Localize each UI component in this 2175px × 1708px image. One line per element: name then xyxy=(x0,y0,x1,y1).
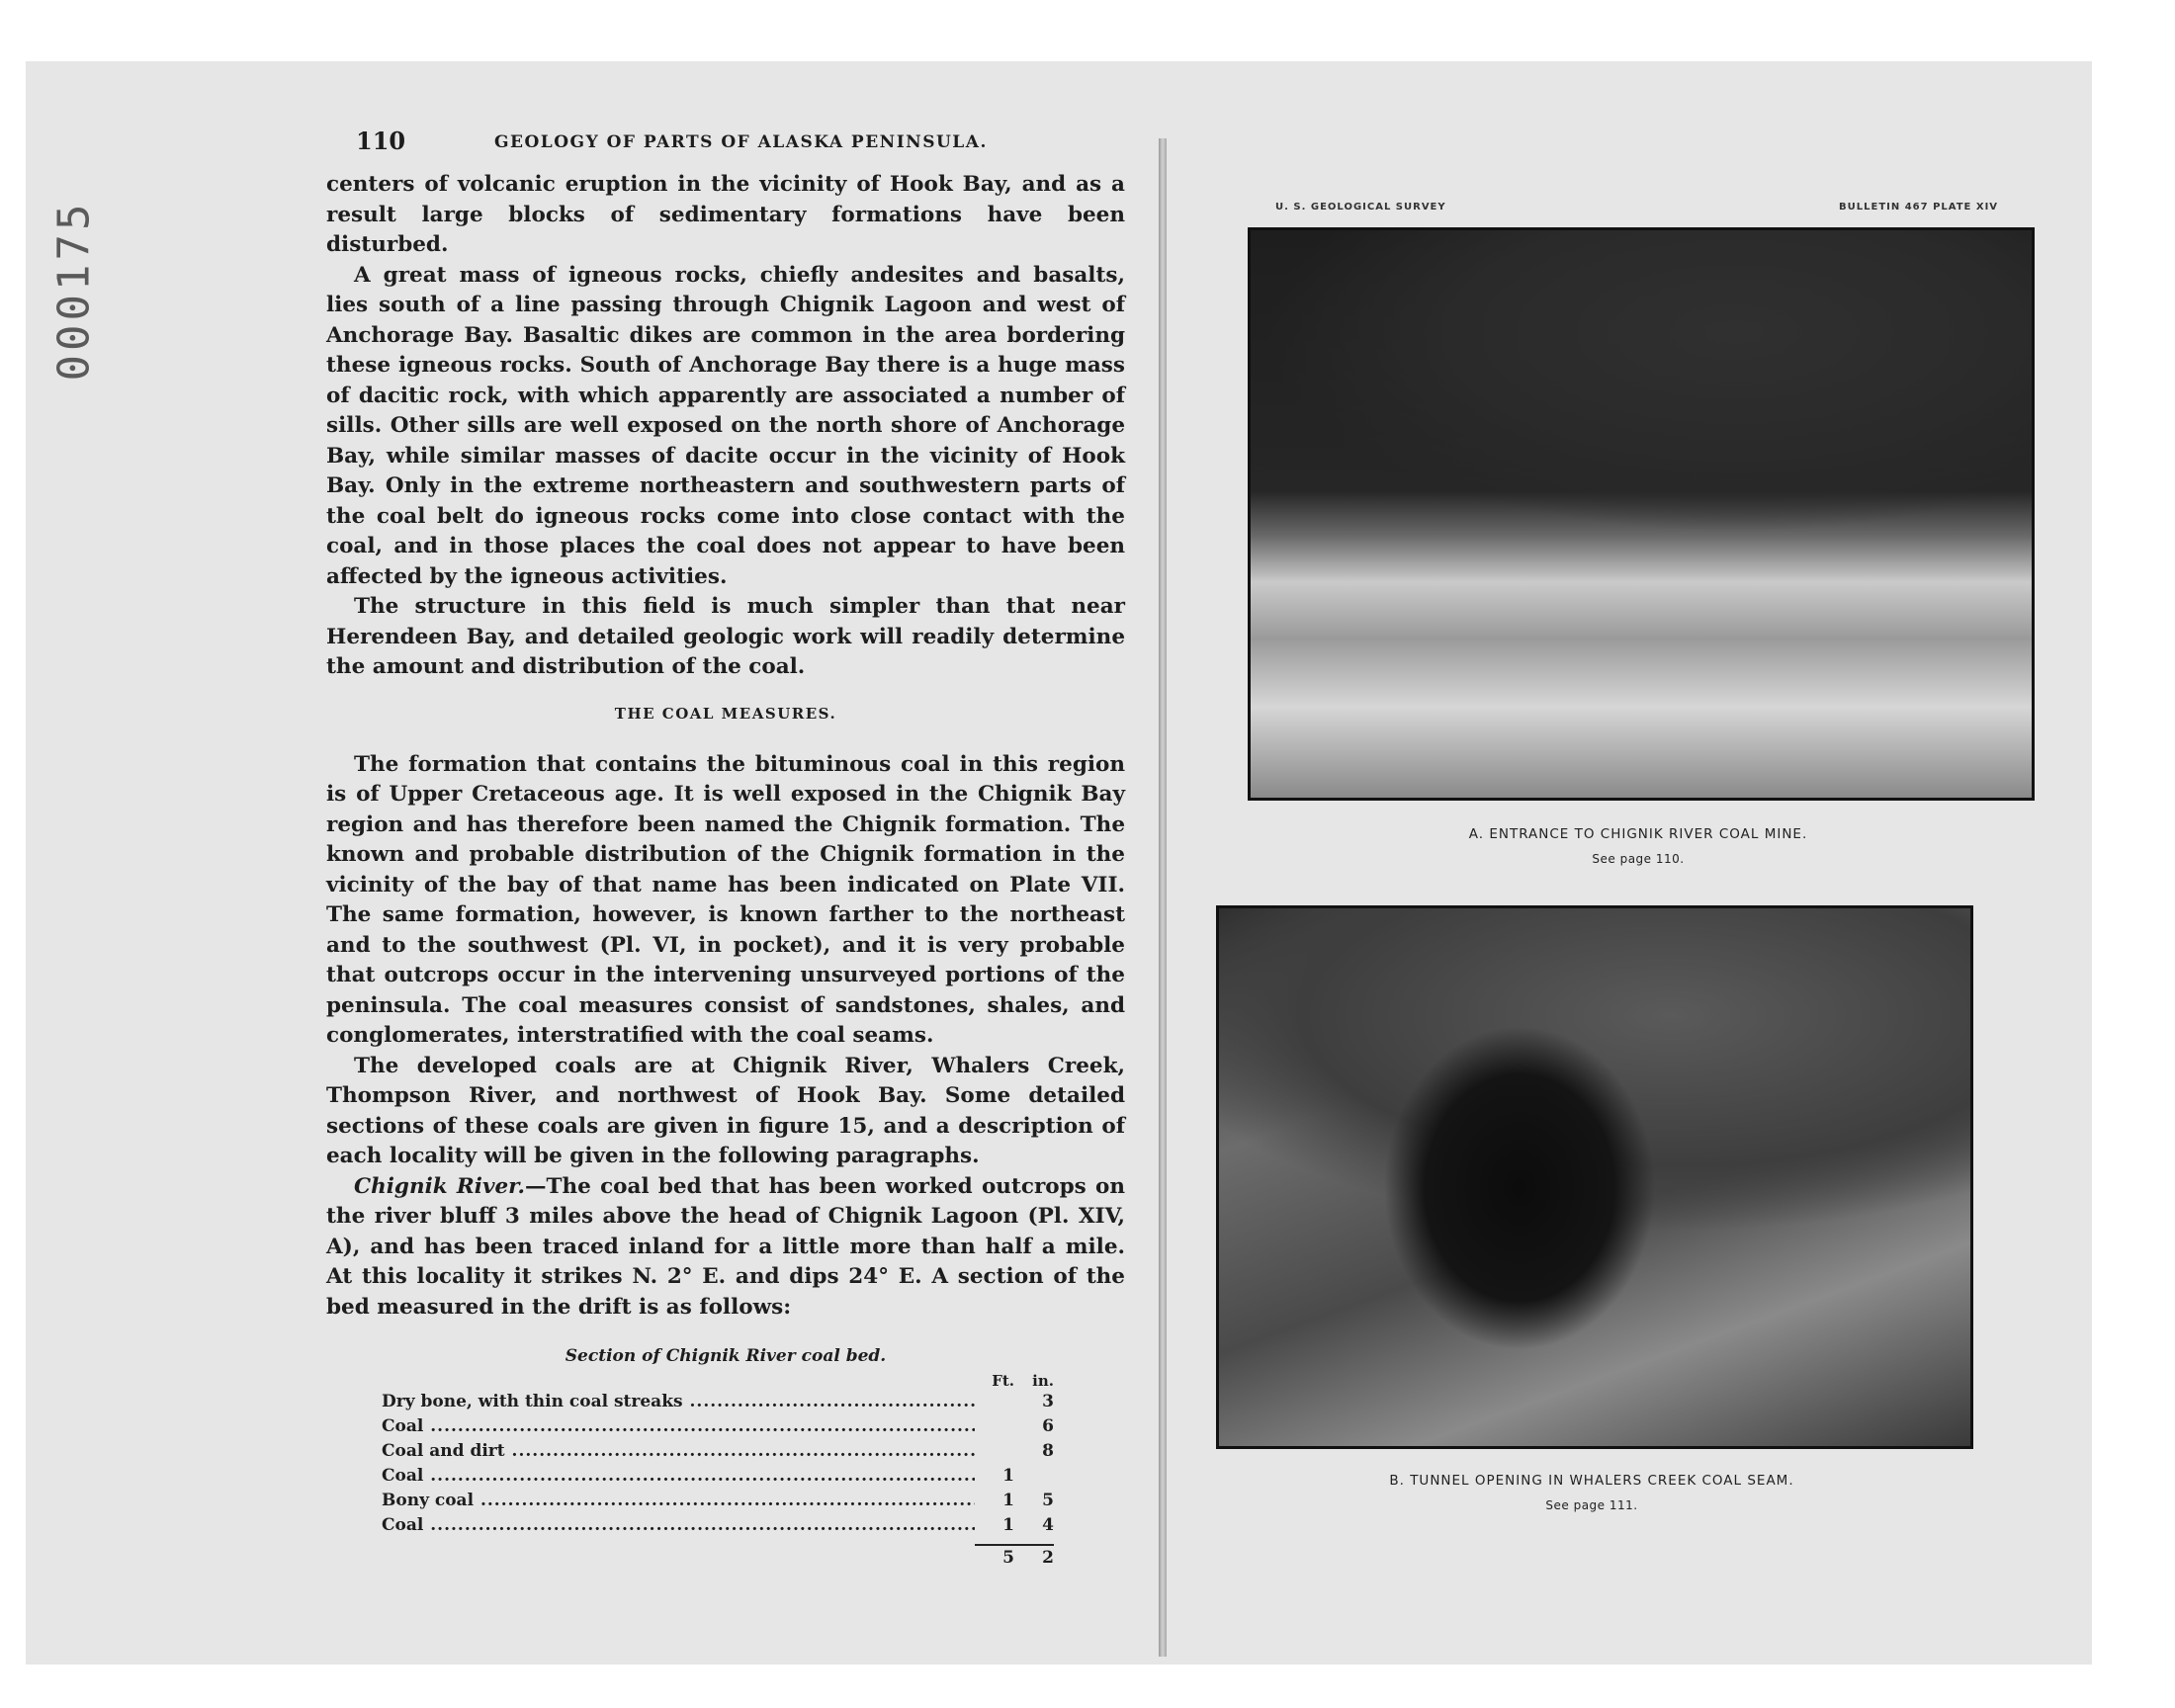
table-row xyxy=(382,1439,1054,1464)
row-in: 6 xyxy=(1042,1416,1054,1436)
row-label: Coal ..... xyxy=(382,1414,975,1439)
row-in: 4 xyxy=(1042,1515,1054,1535)
run-in-heading: Chignik River. xyxy=(354,1173,525,1199)
paragraph-chignik-river xyxy=(326,1172,1125,1324)
plate-b-caption-text: B. TUNNEL OPENING IN WHALERS CREEK COAL SEAM. xyxy=(1389,1473,1794,1489)
row-in: 5 xyxy=(1042,1491,1054,1510)
paragraph-text: —The coal bed that has been worked outcrops on the river bluff 3 miles above the head of Chignik Lagoon (Pl. XIV, A), and has been traced inland for a little more than half a mile. At this locality it strikes N. 2° E. and dips 24° E. A section of the bed measured in the drift is as follows: xyxy=(326,1173,1126,1320)
row-ft: 1 xyxy=(1002,1491,1014,1510)
paragraph: centers of volcanic eruption in the vicinity of Hook Bay, and as a result large blocks of sedimentary formations have been disturbed. xyxy=(326,172,1125,257)
coal-section-table xyxy=(382,1372,1054,1568)
archive-stamp xyxy=(30,194,119,387)
column-header-in: in. xyxy=(1032,1372,1054,1390)
archive-stamp-number: 000175 xyxy=(48,200,100,382)
row-label: Coal ..... xyxy=(382,1513,975,1538)
table-row xyxy=(382,1390,1054,1414)
total-in: 2 xyxy=(1042,1548,1054,1568)
plate-b-caption xyxy=(1216,1473,1967,1512)
running-head xyxy=(326,127,1125,170)
plate-header-agency: U. S. GEOLOGICAL SURVEY xyxy=(1275,202,1446,213)
table-row xyxy=(382,1513,1054,1538)
table-row xyxy=(382,1414,1054,1439)
plate-a-caption-text: A. ENTRANCE TO CHIGNIK RIVER COAL MINE. xyxy=(1468,826,1808,842)
row-in: 8 xyxy=(1042,1441,1054,1461)
section-heading: THE COAL MEASURES. xyxy=(614,704,837,723)
paragraph: The structure in this field is much simpler than that near Herendeen Bay, and detailed geologic work will readily determine the amount and distribution of the coal. xyxy=(326,594,1125,679)
total-rule xyxy=(975,1544,1054,1546)
plate-header-bulletin: BULLETIN 467 PLATE XIV xyxy=(1839,202,1999,213)
row-in: 3 xyxy=(1042,1392,1054,1411)
paragraph: The formation that contains the bituminous coal in this region is of Upper Cretaceous age. It is well exposed in the Chignik Bay region and has therefore been named the Chignik formation. The known and probable distribution of the Chignik formation in the vicinity of the bay of that name has been indicated on Plate VII. The same formation, however, is known farther to the northeast and to the southwest (Pl. VI, in pocket), and it is very probable that outcrops occur in the intervening unsurveyed portions of the peninsula. The coal measures consist of sandstones, shales, and conglomerates, interstratified with the coal seams. xyxy=(326,751,1125,1048)
book-spine xyxy=(1159,138,1167,1657)
photo-whalers-creek-tunnel xyxy=(1216,905,1973,1449)
plate-a-see-page: See page 110. xyxy=(1592,852,1685,866)
row-ft: 1 xyxy=(1002,1515,1014,1535)
paragraph: The developed coals are at Chignik River, Whalers Creek, Thompson River, and northwest of Hook Bay. Some detailed sections of these coals are given in figure 15, and a description of each locality will be given in the following paragraphs. xyxy=(326,1053,1125,1168)
row-label: Dry bone, with thin coal streaks ..... xyxy=(382,1390,975,1414)
row-label: Coal ..... xyxy=(382,1464,975,1489)
photo-chignik-river-mine-entrance xyxy=(1248,227,2035,801)
table-row xyxy=(382,1489,1054,1513)
paragraph: A great mass of igneous rocks, chiefly andesites and basalts, lies south of a line passing through Chignik Lagoon and west of Anchorage Bay. Basaltic dikes are common in the area bordering these igneous rocks. South of Anchorage Bay there is a huge mass of dacitic rock, with which apparently are associated a number of sills. Other sills are well exposed on the north shore of Anchorage Bay, while similar masses of dacite occur in the vicinity of Hook Bay. Only in the extreme northeastern and southwestern parts of the coal belt do igneous rocks come into close contact with the coal, and in those places the coal does not appear to have been affected by the igneous activities. xyxy=(326,262,1125,589)
plate-b-see-page: See page 111. xyxy=(1545,1498,1638,1512)
column-header-ft: Ft. xyxy=(992,1372,1014,1390)
total-row xyxy=(382,1548,1054,1568)
left-page xyxy=(326,127,1125,1568)
table-header xyxy=(382,1372,1054,1390)
page-number: 110 xyxy=(356,127,406,155)
total-ft: 5 xyxy=(1002,1548,1014,1568)
plate-a-caption xyxy=(1248,826,2029,866)
row-label: Coal and dirt ..... xyxy=(382,1439,975,1464)
running-title: GEOLOGY OF PARTS OF ALASKA PENINSULA. xyxy=(494,132,988,152)
row-label: Bony coal ..... xyxy=(382,1489,975,1513)
table-row xyxy=(382,1464,1054,1489)
row-ft: 1 xyxy=(1002,1466,1014,1486)
table-caption: Section of Chignik River coal bed. xyxy=(565,1346,887,1366)
